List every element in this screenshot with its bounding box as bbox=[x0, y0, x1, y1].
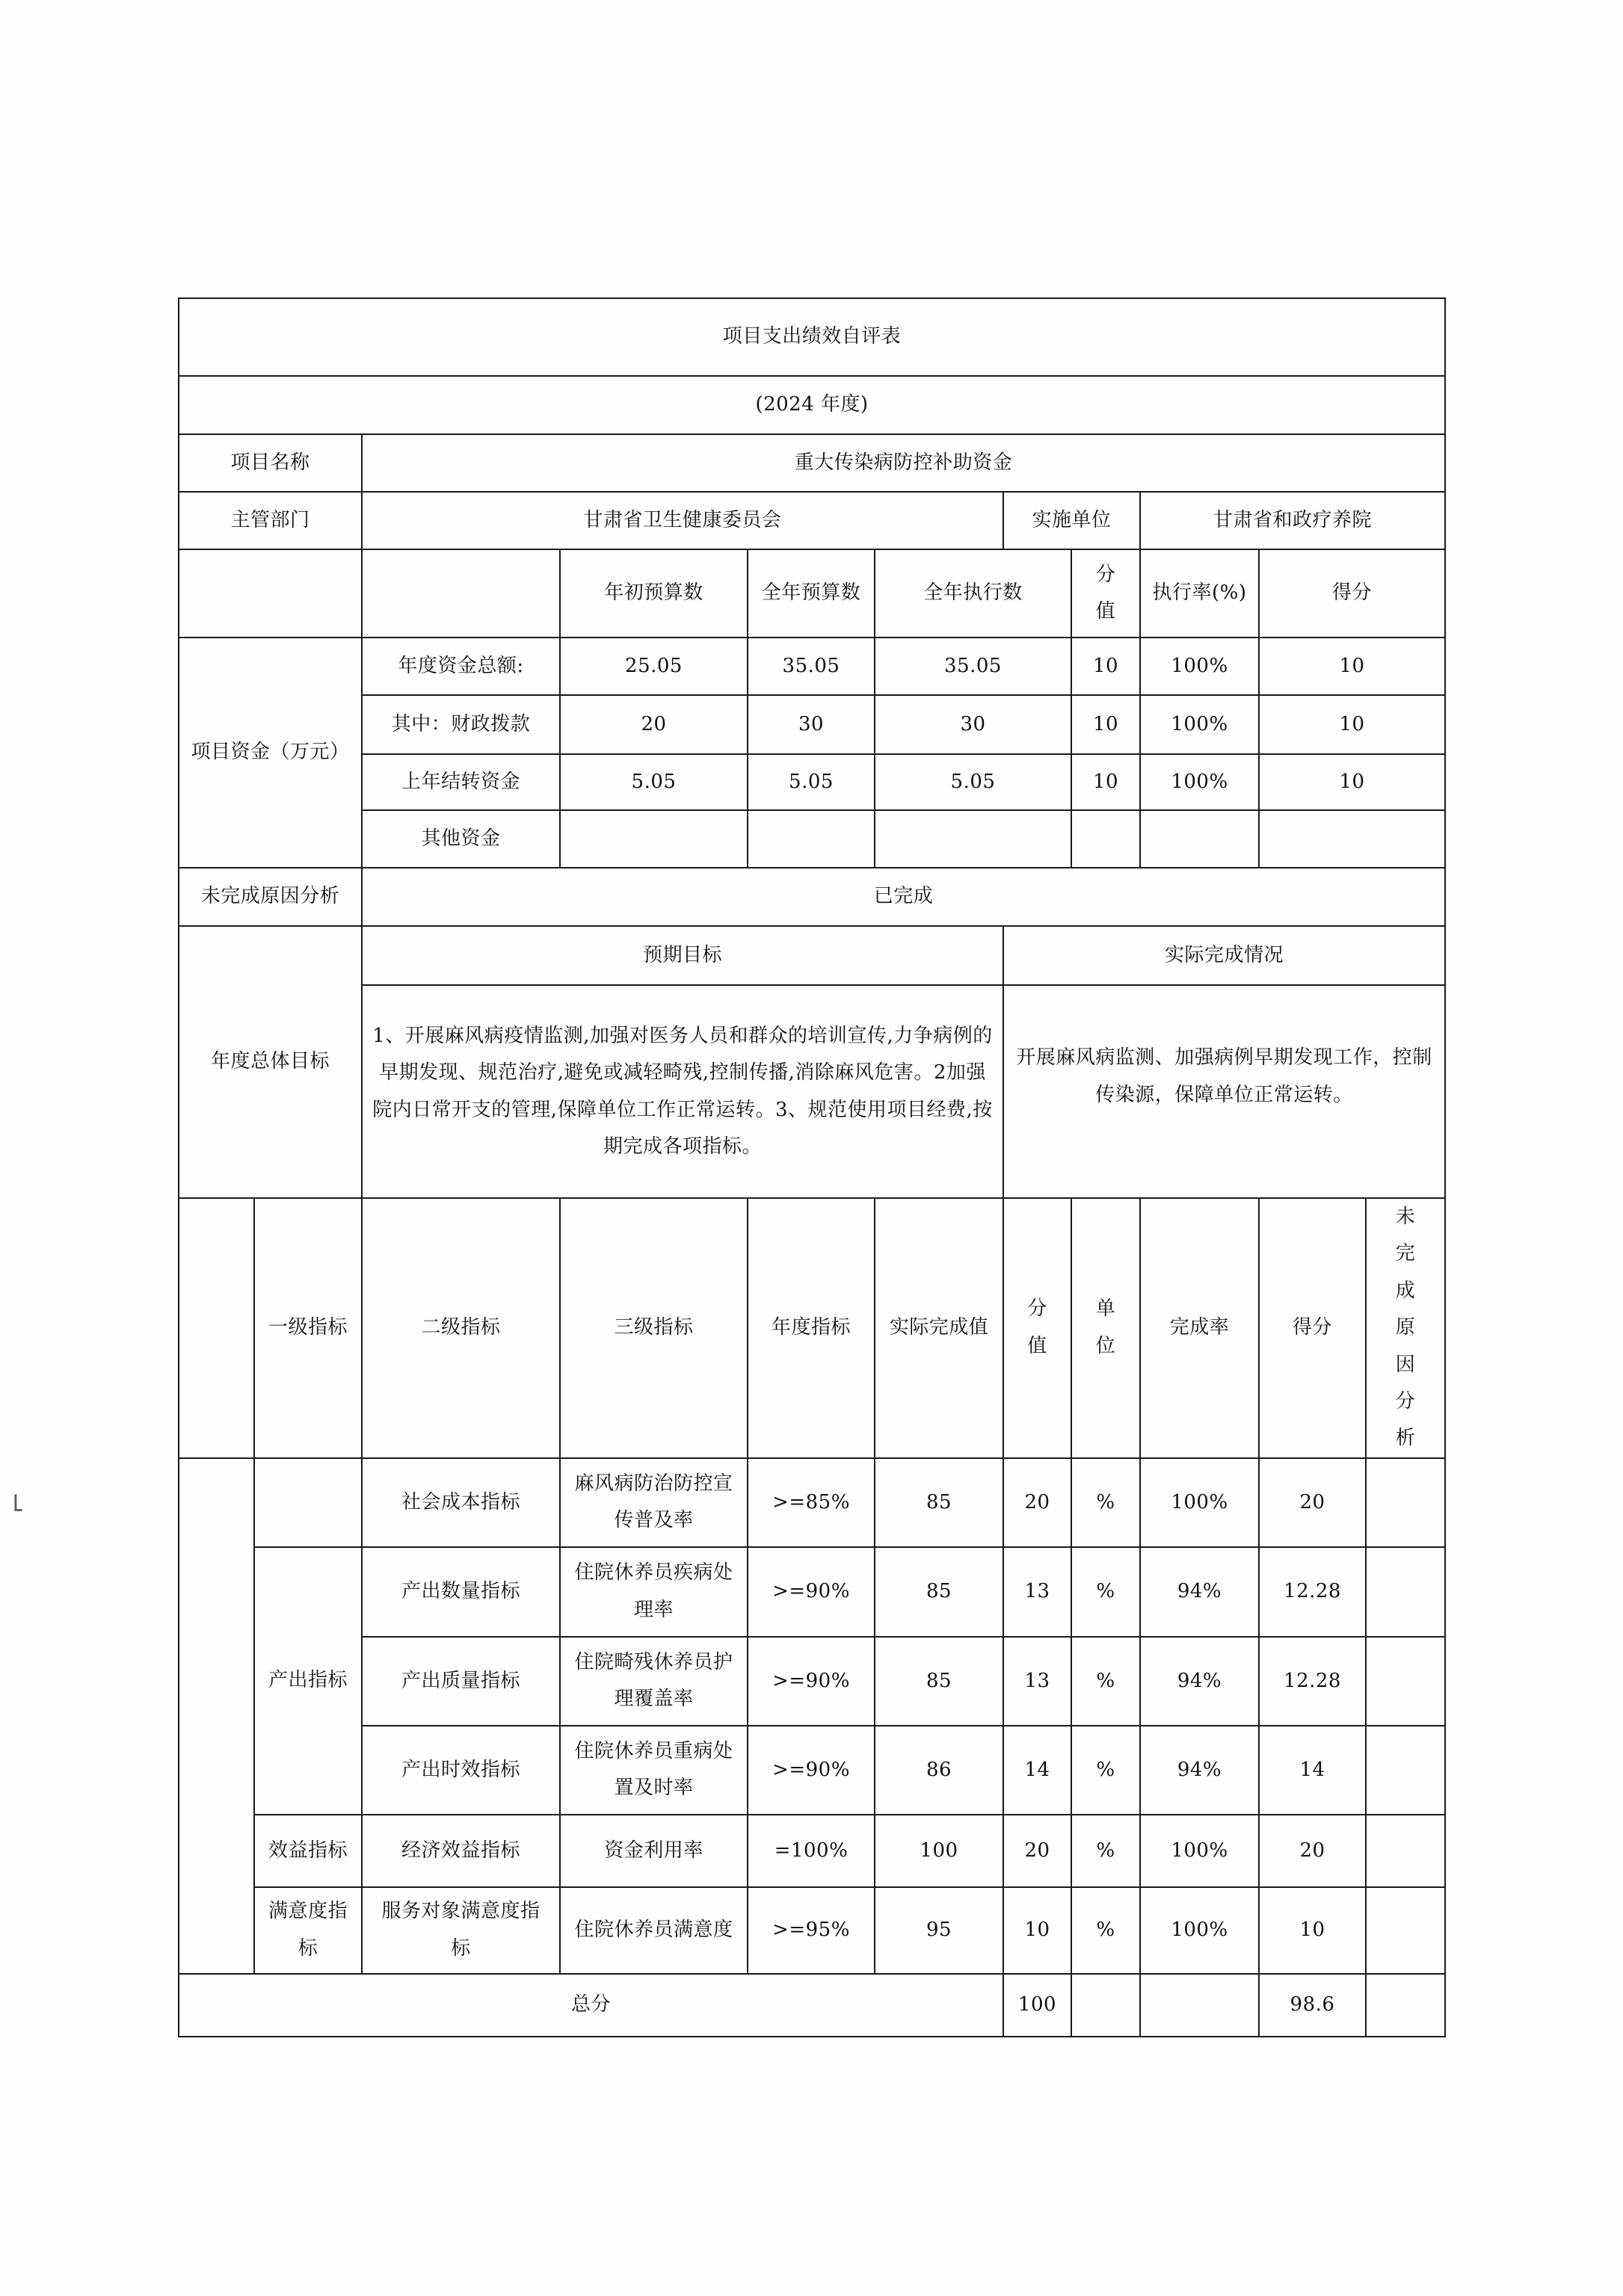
annual-target-cell: >=90% bbox=[748, 1547, 875, 1637]
cell-full-year-budget: 5.05 bbox=[748, 754, 875, 810]
unit-cell: % bbox=[1071, 1547, 1140, 1637]
funds-row bbox=[179, 810, 1445, 868]
completion-rate-cell: 94% bbox=[1140, 1637, 1259, 1726]
actual-value-cell: 100 bbox=[875, 1815, 1003, 1887]
unit-cell: % bbox=[1071, 1637, 1140, 1726]
level2-cell: 经济效益指标 bbox=[362, 1815, 560, 1887]
header-initial-budget: 年初预算数 bbox=[560, 549, 748, 638]
level2-cell: 产出时效指标 bbox=[362, 1726, 560, 1815]
score-value-cell: 13 bbox=[1003, 1637, 1071, 1726]
cell-score-value: 10 bbox=[1071, 638, 1140, 695]
cell-exec-rate: 100% bbox=[1140, 754, 1259, 810]
score-cell: 10 bbox=[1259, 1887, 1366, 1974]
level3-cell: 住院休养员重病处置及时率 bbox=[560, 1726, 748, 1815]
total-score-value: 100 bbox=[1003, 1974, 1071, 2037]
header-unit: 单位 bbox=[1071, 1198, 1140, 1458]
indicator-row bbox=[179, 1726, 1445, 1815]
cell-full-year-exec: 5.05 bbox=[875, 754, 1071, 810]
actual-completion-header: 实际完成情况 bbox=[1003, 926, 1445, 985]
scan-margin-mark: ⌐ bbox=[1, 1491, 33, 1514]
header-level3: 三级指标 bbox=[560, 1198, 748, 1458]
indicator-row bbox=[179, 1458, 1445, 1547]
total-row bbox=[179, 1974, 1445, 2037]
total-score: 98.6 bbox=[1259, 1974, 1366, 2037]
score-value-cell: 13 bbox=[1003, 1547, 1071, 1637]
indicator-row bbox=[179, 1547, 1445, 1637]
funds-row-label: 上年结转资金 bbox=[362, 754, 560, 810]
cell-score: 10 bbox=[1259, 754, 1445, 810]
fiscal-year: (2024 年度) bbox=[179, 376, 1445, 434]
level1-cell: 效益指标 bbox=[254, 1815, 362, 1887]
reason-cell bbox=[1366, 1815, 1445, 1887]
score-cell: 12.28 bbox=[1259, 1637, 1366, 1726]
header-full-year-budget: 全年预算数 bbox=[748, 549, 875, 638]
header-incomplete-reason: 未完成原因分析 bbox=[1366, 1198, 1445, 1458]
project-name-value: 重大传染病防控补助资金 bbox=[362, 434, 1445, 492]
cell-score-value bbox=[1071, 810, 1140, 868]
funds-row bbox=[179, 754, 1445, 810]
cell-score: 10 bbox=[1259, 695, 1445, 754]
header-completion-rate: 完成率 bbox=[1140, 1198, 1259, 1458]
cell-score bbox=[1259, 810, 1445, 868]
annual-target-cell: >=90% bbox=[748, 1637, 875, 1726]
funds-row-label: 年度资金总额: bbox=[362, 638, 560, 695]
actual-value-cell: 85 bbox=[875, 1458, 1003, 1547]
level1-cell: 产出指标 bbox=[254, 1547, 362, 1815]
score-value-cell: 14 bbox=[1003, 1726, 1071, 1815]
impl-unit-value: 甘肃省和政疗养院 bbox=[1140, 492, 1445, 549]
annual-target-cell: >=95% bbox=[748, 1887, 875, 1974]
impl-unit-label: 实施单位 bbox=[1003, 492, 1140, 549]
unit-cell: % bbox=[1071, 1887, 1140, 1974]
funds-row bbox=[179, 638, 1445, 695]
cell-initial-budget: 5.05 bbox=[560, 754, 748, 810]
completion-rate-cell: 100% bbox=[1140, 1458, 1259, 1547]
actual-value-cell: 85 bbox=[875, 1547, 1003, 1637]
incomplete-reason-label: 未完成原因分析 bbox=[179, 868, 362, 926]
level2-cell: 服务对象满意度指标 bbox=[362, 1887, 560, 1974]
indicator-header-blank bbox=[179, 1198, 254, 1458]
cell-full-year-budget: 30 bbox=[748, 695, 875, 754]
cell-full-year-budget: 35.05 bbox=[748, 638, 875, 695]
annual-goal-label: 年度总体目标 bbox=[179, 926, 362, 1198]
unit-cell: % bbox=[1071, 1815, 1140, 1887]
cell-score-value: 10 bbox=[1071, 754, 1140, 810]
score-cell: 14 bbox=[1259, 1726, 1366, 1815]
total-reason-blank bbox=[1366, 1974, 1445, 2037]
score-cell: 12.28 bbox=[1259, 1547, 1366, 1637]
header-annual-target: 年度指标 bbox=[748, 1198, 875, 1458]
actual-value-cell: 95 bbox=[875, 1887, 1003, 1974]
header-score-value: 分值 bbox=[1003, 1198, 1071, 1458]
header-full-year-exec: 全年执行数 bbox=[875, 549, 1071, 638]
reason-cell bbox=[1366, 1637, 1445, 1726]
level2-cell: 社会成本指标 bbox=[362, 1458, 560, 1547]
level3-cell: 麻风病防治防控宣传普及率 bbox=[560, 1458, 748, 1547]
incomplete-reason-value: 已完成 bbox=[362, 868, 1445, 926]
total-label: 总分 bbox=[179, 1974, 1003, 2037]
level1-cell bbox=[254, 1458, 362, 1547]
header-level1: 一级指标 bbox=[254, 1198, 362, 1458]
cell-exec-rate bbox=[1140, 810, 1259, 868]
cell-exec-rate: 100% bbox=[1140, 638, 1259, 695]
completion-rate-cell: 94% bbox=[1140, 1547, 1259, 1637]
unit-cell: % bbox=[1071, 1458, 1140, 1547]
score-cell: 20 bbox=[1259, 1815, 1366, 1887]
funds-section-label: 项目资金（万元） bbox=[179, 638, 362, 868]
expected-goal-text: 1、开展麻风病疫情监测,加强对医务人员和群众的培训宣传,力争病例的早期发现、规范治疗,避免或减轻畸残,控制传播,消除麻风危害。2加强院内日常开支的管理,保障单位工作正常运转。3、规范使用项目经费,按期完成各项指标。 bbox=[362, 985, 1003, 1198]
completion-rate-cell: 100% bbox=[1140, 1815, 1259, 1887]
expected-goal-header: 预期目标 bbox=[362, 926, 1003, 985]
header-exec-rate: 执行率(%) bbox=[1140, 549, 1259, 638]
score-value-cell: 10 bbox=[1003, 1887, 1071, 1974]
funds-row bbox=[179, 695, 1445, 754]
reason-cell bbox=[1366, 1887, 1445, 1974]
completion-rate-cell: 100% bbox=[1140, 1887, 1259, 1974]
funds-header-blank bbox=[179, 549, 362, 638]
dept-label: 主管部门 bbox=[179, 492, 362, 549]
level3-cell: 住院休养员疾病处理率 bbox=[560, 1547, 748, 1637]
total-rate-blank bbox=[1140, 1974, 1259, 2037]
indicator-row bbox=[179, 1637, 1445, 1726]
cell-full-year-exec: 35.05 bbox=[875, 638, 1071, 695]
indicator-row bbox=[179, 1887, 1445, 1974]
score-value-cell: 20 bbox=[1003, 1815, 1071, 1887]
funds-row-label: 其他资金 bbox=[362, 810, 560, 868]
level3-cell: 住院休养员满意度 bbox=[560, 1887, 748, 1974]
annual-target-cell: =100% bbox=[748, 1815, 875, 1887]
level3-cell: 资金利用率 bbox=[560, 1815, 748, 1887]
reason-cell bbox=[1366, 1547, 1445, 1637]
level1-cell: 满意度指标 bbox=[254, 1887, 362, 1974]
cell-full-year-budget bbox=[748, 810, 875, 868]
cell-score: 10 bbox=[1259, 638, 1445, 695]
performance-self-evaluation-table bbox=[178, 297, 1446, 2037]
cell-full-year-exec bbox=[875, 810, 1071, 868]
cell-full-year-exec: 30 bbox=[875, 695, 1071, 754]
funds-row-label: 其中：财政拨款 bbox=[362, 695, 560, 754]
funds-header-blank-label bbox=[362, 549, 560, 638]
completion-rate-cell: 94% bbox=[1140, 1726, 1259, 1815]
header-score: 得分 bbox=[1259, 549, 1445, 638]
indicator-outer-blank bbox=[179, 1458, 254, 1974]
actual-value-cell: 85 bbox=[875, 1637, 1003, 1726]
score-value-cell: 20 bbox=[1003, 1458, 1071, 1547]
cell-initial-budget: 20 bbox=[560, 695, 748, 754]
cell-exec-rate: 100% bbox=[1140, 695, 1259, 754]
dept-value: 甘肃省卫生健康委员会 bbox=[362, 492, 1003, 549]
level2-cell: 产出质量指标 bbox=[362, 1637, 560, 1726]
actual-completion-text: 开展麻风病监测、加强病例早期发现工作，控制传染源，保障单位正常运转。 bbox=[1003, 985, 1445, 1198]
header-actual-value: 实际完成值 bbox=[875, 1198, 1003, 1458]
indicator-row bbox=[179, 1815, 1445, 1887]
header-score-value: 分值 bbox=[1071, 549, 1140, 638]
header-level2: 二级指标 bbox=[362, 1198, 560, 1458]
project-name-label: 项目名称 bbox=[179, 434, 362, 492]
annual-target-cell: >=85% bbox=[748, 1458, 875, 1547]
unit-cell: % bbox=[1071, 1726, 1140, 1815]
actual-value-cell: 86 bbox=[875, 1726, 1003, 1815]
score-cell: 20 bbox=[1259, 1458, 1366, 1547]
reason-cell bbox=[1366, 1726, 1445, 1815]
level2-cell: 产出数量指标 bbox=[362, 1547, 560, 1637]
total-unit-blank bbox=[1071, 1974, 1140, 2037]
annual-target-cell: >=90% bbox=[748, 1726, 875, 1815]
reason-cell bbox=[1366, 1458, 1445, 1547]
cell-initial-budget bbox=[560, 810, 748, 868]
level3-cell: 住院畸残休养员护理覆盖率 bbox=[560, 1637, 748, 1726]
cell-score-value: 10 bbox=[1071, 695, 1140, 754]
header-score: 得分 bbox=[1259, 1198, 1366, 1458]
cell-initial-budget: 25.05 bbox=[560, 638, 748, 695]
form-title: 项目支出绩效自评表 bbox=[179, 298, 1445, 376]
